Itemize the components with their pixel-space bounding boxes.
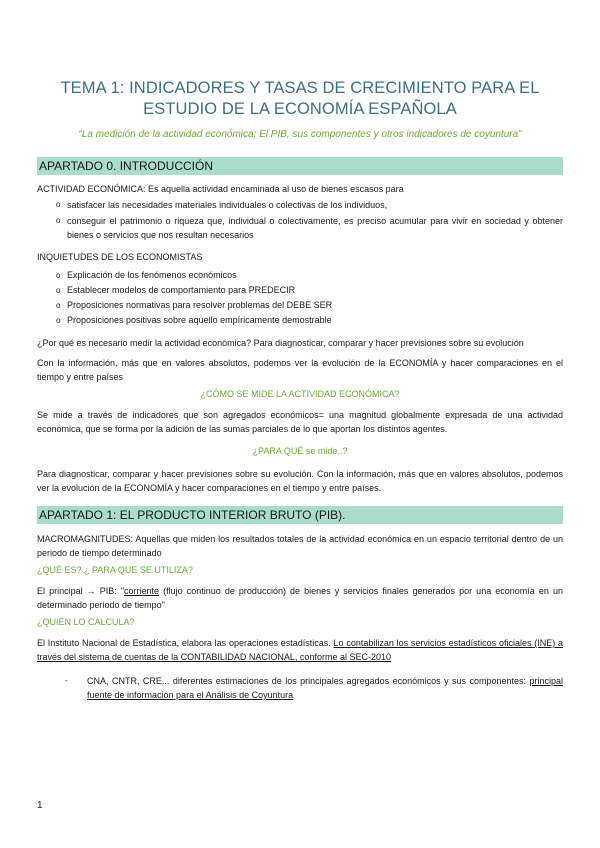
what-for-paragraph: Para diagnosticar, comparar y hacer previsiones sobre su evolución. Con la información, más que en valores absolutos, podemos ver la evolución de la ECONOMÍA y hacer comparaciones en el tiempo y entre países. (37, 469, 563, 493)
title-line-2: ESTUDIO DE LA ECONOMÍA ESPAÑOLA (143, 100, 457, 118)
circle-bullet-icon: o (56, 316, 61, 325)
circle-bullet-icon: o (56, 301, 61, 310)
activity-definition: ACTIVIDAD ECONÓMICA: Es aquella actividad encaminada al uso de bienes escasos para (37, 184, 404, 194)
list-item: o Proposiciones positivas sobre aquello empíricamente demostrable (37, 313, 563, 328)
document-title (37, 78, 563, 120)
title-line-1: TEMA 1: INDICADORES Y TASAS DE CRECIMIENTO PARA EL (60, 79, 540, 97)
what-for-heading: ¿PARA QUÉ se mide..? (252, 446, 348, 456)
ine-paragraph: El Instituto Nacional de Estadística, elabora las operaciones estadísticas. Lo contabilizan los servicios estadísticos oficiales (INE) a través del sistema de cuentas de la CONTABILIDAD NACIONAL, conforme al SEC-2010 (37, 638, 563, 662)
section-1-heading: APARTADO 1: EL PRODUCTO INTERIOR BRUTO (PIB). (37, 506, 563, 524)
list-item: o Proposiciones normativas para resolver problemas del DEBE SER (37, 298, 563, 313)
document-subtitle: “La medición de la actividad económica: El PIB, sus componentes y otros indicadores de coyuntura” (78, 129, 522, 140)
section-0-heading: APARTADO 0. INTRODUCCIÓN (37, 157, 563, 175)
list-item: o conseguir el patrimonio o riqueza que, individual o colectivamente, es preciso acumular para vivir en sociedad y obtener bienes o servicios que nos resultan necesarios (56, 216, 563, 240)
underlined-text: principal fuente de información para el Análisis de Coyuntura (87, 676, 563, 700)
who-calculates-heading: ¿QUIÉN LO CALCULA? (37, 617, 135, 627)
why-measure-paragraph: ¿Por qué es necesario medir la actividad económica? Para diagnosticar, comparar y hacer previsiones sobre su evolución (37, 338, 524, 348)
list-item: o satisfacer las necesidades materiales individuales o colectivas de los individuos, (56, 200, 388, 210)
pib-definition: El principal → PIB: "corriente (flujo continuo de producción) de bienes y servicios finales generados por una economía en un determinado periodo de tiempo" (37, 586, 563, 610)
with-info-paragraph: Con la información, más que en valores absolutos, podemos ver la evolución de la ECONOMÍA y hacer comparaciones en el tiempo y entre países (37, 358, 563, 382)
how-measured-heading: ¿CÓMO SE MIDE LA ACTIVIDAD ECONÓMICA? (200, 389, 400, 399)
circle-bullet-icon: o (56, 200, 61, 209)
estimates-list (37, 674, 563, 702)
underlined-term: corriente (124, 586, 160, 596)
underlined-text: Lo contabilizan los servicios estadísticos oficiales (INE) a través del sistema de cuentas de la CONTABILIDAD NACIONAL, conforme al SEC-2010 (37, 638, 563, 662)
concerns-heading: INQUIETUDES DE LOS ECONOMISTAS (37, 252, 203, 262)
list-item: - CNA, CNTR, CRE... diferentes estimaciones de los principales agregados económicos y sus componentes: principal fuente de información para el Análisis de Coyuntura (65, 676, 563, 700)
dash-bullet-icon: - (65, 676, 68, 685)
list-item: o Establecer modelos de comportamiento para PREDECIR (37, 283, 563, 298)
circle-bullet-icon: o (56, 216, 61, 225)
circle-bullet-icon: o (56, 286, 61, 295)
what-is-heading: ¿QUÉ ES? ¿ PARA QUE SE UTILIZA? (37, 565, 193, 575)
concerns-bullet-list (37, 268, 563, 328)
activity-bullet-list (37, 198, 563, 242)
circle-bullet-icon: o (56, 271, 61, 280)
macromagnitudes-paragraph: MACROMAGNITUDES: Aquellas que miden los resultados totales de la actividad económica en un espacio territorial dentro de un periodo de tiempo determinado (37, 534, 563, 558)
page-number: 1 (37, 800, 43, 811)
how-measured-paragraph: Se mide a través de indicadores que son agregados económicos= una magnitud globalmente expresada de una actividad económica, que se forma por la adición de las sumas parciales de lo que aportan los distintos agentes. (37, 410, 563, 434)
list-item: o Explicación de los fenómenos económicos (37, 268, 563, 283)
document-page (37, 0, 563, 702)
